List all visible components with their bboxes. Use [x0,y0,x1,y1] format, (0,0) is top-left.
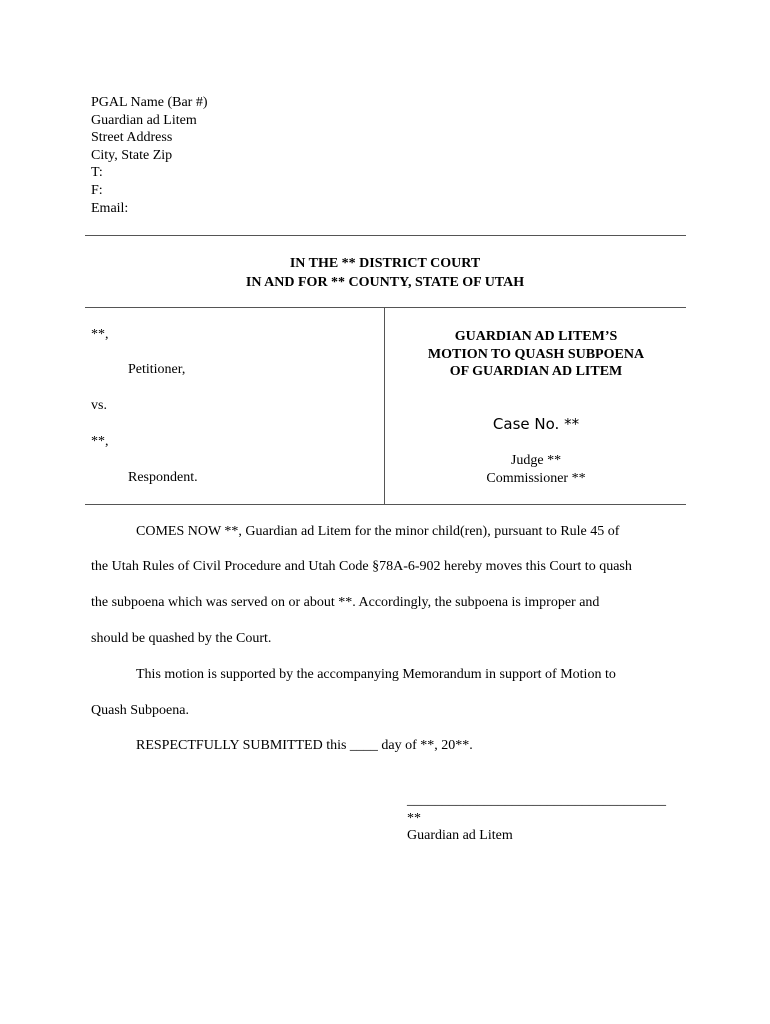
body-paragraph-1-line-4: should be quashed by the Court. [91,631,272,646]
petitioner-name: **, [91,327,109,342]
signature-block [407,792,666,845]
motion-title-line-1: GUARDIAN AD LITEM’S [454,329,618,344]
signature-title: Guardian ad Litem [407,828,513,843]
motion-body [91,0,681,800]
motion-title-line-3: OF GUARDIAN AD LITEM [449,364,623,379]
court-line-2: IN AND FOR ** COUNTY, STATE OF UTAH [245,275,525,290]
attorney-email: Email: [91,200,129,216]
attorney-street: Street Address [91,130,173,146]
motion-title-line-2: MOTION TO QUASH SUBPOENA [427,346,645,362]
body-paragraph-1-line-3: the subpoena which was served on or about **. Accordingly, the subpoena is improper and [91,595,600,610]
attorney-fax: F: [91,182,103,198]
attorney-city: City, State Zip [91,147,173,163]
body-paragraph-1-line-2: the Utah Rules of Civil Procedure and Utah Code §78A-6-902 hereby moves this Court to quash [91,559,632,574]
respondent-name: **, [91,434,109,449]
attorney-name: PGAL Name (Bar #) [91,95,208,110]
respondent-label: Respondent. [128,470,198,485]
case-number: Case No. ** [492,415,580,433]
signature-name: ** [407,810,421,826]
versus-label: vs. [91,398,107,413]
body-paragraph-2-line-2: Quash Subpoena. [91,703,189,718]
signature-line: _____________________________________ [407,793,666,808]
petitioner-label: Petitioner, [128,362,186,377]
attorney-title: Guardian ad Litem [91,112,197,128]
body-paragraph-2-line-1: This motion is supported by the accompanying Memorandum in support of Motion to [136,667,616,682]
attorney-phone: T: [91,165,103,181]
court-line-1: IN THE ** DISTRICT COURT [289,256,481,271]
commissioner-name: Commissioner ** [486,470,586,486]
judge-name: Judge ** [510,453,562,468]
body-paragraph-1-line-1: COMES NOW **, Guardian ad Litem for the minor child(ren), pursuant to Rule 45 of [136,524,620,539]
submitted-line: RESPECTFULLY SUBMITTED this ____ day of **, 20**. [136,738,473,753]
